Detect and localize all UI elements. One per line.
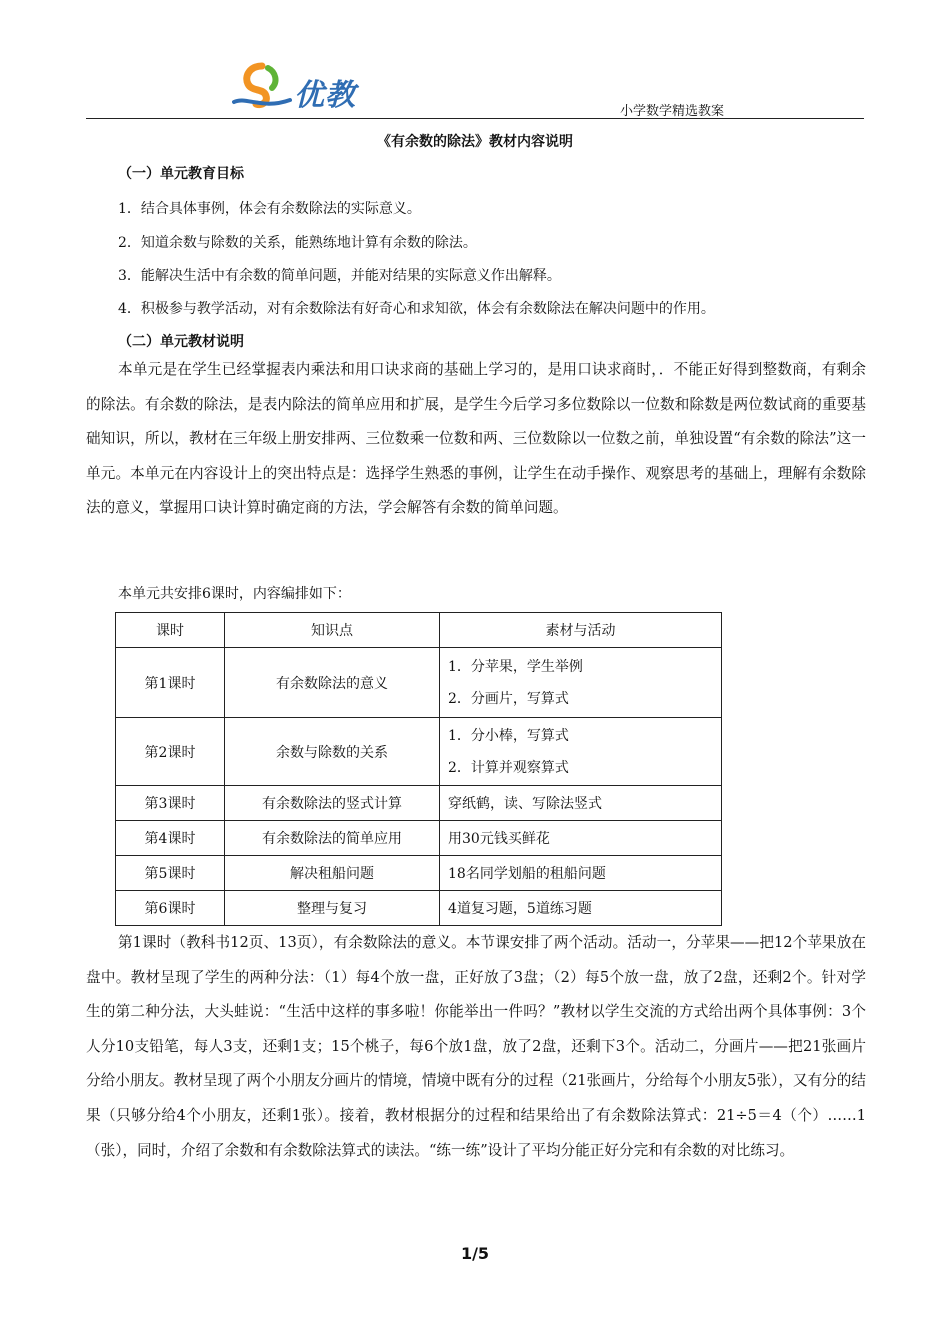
table-row <box>116 891 722 926</box>
lesson-table <box>115 612 722 926</box>
topic-cell: 余数与除数的关系 <box>225 718 440 786</box>
topic-cell: 有余数除法的意义 <box>225 648 440 718</box>
topic-cell: 有余数除法的竖式计算 <box>225 786 440 821</box>
goal-item: 3．能解决生活中有余数的简单问题，并能对结果的实际意义作出解释。 <box>118 268 561 284</box>
activity-cell: 18名同学划船的租船问题 <box>440 856 722 891</box>
table-row <box>116 856 722 891</box>
lesson-cell: 第1课时 <box>116 648 225 718</box>
logo-text: 优教 <box>294 78 356 113</box>
lesson-cell: 第3课时 <box>116 786 225 821</box>
table-intro: 本单元共安排6课时，内容编排如下： <box>118 586 351 602</box>
activity-line: 1．分苹果，学生举例 <box>448 658 583 675</box>
topic-cell: 整理与复习 <box>225 891 440 926</box>
goal-item: 2．知道余数与除数的关系，能熟练地计算有余数的除法。 <box>118 235 477 251</box>
topic-cell: 有余数除法的简单应用 <box>225 821 440 856</box>
activity-line: 2．分画片，写算式 <box>448 690 569 707</box>
table-header-row <box>116 613 722 648</box>
section-heading-goals: （一）单元教育目标 <box>118 166 244 182</box>
page-number: 1/5 <box>460 1244 490 1263</box>
table-row <box>116 821 722 856</box>
table-row <box>116 648 722 718</box>
column-header: 知识点 <box>225 613 440 648</box>
lesson-cell: 第2课时 <box>116 718 225 786</box>
header-subtitle: 小学数学精选教案 <box>619 104 724 119</box>
activity-cell: 4道复习题，5道练习题 <box>440 891 722 926</box>
paragraph-lesson-one: 第1课时（教科书12页、13页），有余数除法的意义。本节课安排了两个活动。活动一，分苹果——把12个苹果放在盘中。教材呈现了学生的两种分法：（1）每4个放一盘，正好放了3盘；（2）每5个放一盘，放了2盘，还剩2个。针对学生的第二种分法，大头蛙说：“生活中这样的事多啦！你能举出一件吗？”教材以学生交流的方式给出两个具体事例：3个人分10支铅笔，每人3支，还剩1支；15个桃子，每6个放1盘，放了2盘，还剩下3个。活动二，分画片——把21张画片分给小朋友。教材呈现了两个小朋友分画片的情境，情境中既有分的过程（21张画片，分给每个小朋友5张），又有分的结果（只够分给4个小朋友，还剩1张）。接着，教材根据分的过程和结果给出了有余数除法算式：21÷5＝4（个）……1（张），同时，介绍了余数和有余数除法算式的读法。“练一练”设计了平均分能正好分完和有余数的对比练习。 <box>86 934 866 1159</box>
activity-line: 1．分小棒，写算式 <box>448 727 569 744</box>
activity-cell <box>440 718 722 786</box>
goal-item: 1．结合具体事例，体会有余数除法的实际意义。 <box>118 201 421 217</box>
logo-mark-icon <box>232 62 292 112</box>
column-header: 素材与活动 <box>440 613 722 648</box>
activity-cell: 穿纸鹤，读、写除法竖式 <box>440 786 722 821</box>
activity-line: 2．计算并观察算式 <box>448 759 569 776</box>
document-title: 《有余数的除法》教材内容说明 <box>377 134 573 150</box>
paragraph-unit-overview: 本单元是在学生已经掌握表内乘法和用口诀求商的基础上学习的，是用口诀求商时，．不能正好得到整数商，有剩余的除法。有余数的除法，是表内除法的简单应用和扩展，是学生今后学习多位数除以一位数和除数是两位数试商的重要基础知识，所以，教材在三年级上册安排两、三位数乘一位数和两、三位数除以一位数之前，单独设置“有余数的除法”这一单元。本单元在内容设计上的突出特点是：选择学生熟悉的事例，让学生在动手操作、观察思考的基础上，理解有余数除法的意义，掌握用口诀计算时确定商的方法，学会解答有余数的简单问题。 <box>86 361 866 517</box>
column-header: 课时 <box>116 613 225 648</box>
goal-item: 4．积极参与教学活动，对有余数除法有好奇心和求知欲，体会有余数除法在解决问题中的作用。 <box>118 301 715 317</box>
table-row <box>116 786 722 821</box>
section-heading-materials: （二）单元教材说明 <box>118 334 244 350</box>
lesson-cell: 第5课时 <box>116 856 225 891</box>
lesson-cell: 第6课时 <box>116 891 225 926</box>
topic-cell: 解决租船问题 <box>225 856 440 891</box>
logo <box>232 62 372 114</box>
header-divider <box>86 118 864 119</box>
table-row <box>116 718 722 786</box>
activity-cell: 用30元钱买鲜花 <box>440 821 722 856</box>
activity-cell <box>440 648 722 718</box>
lesson-cell: 第4课时 <box>116 821 225 856</box>
